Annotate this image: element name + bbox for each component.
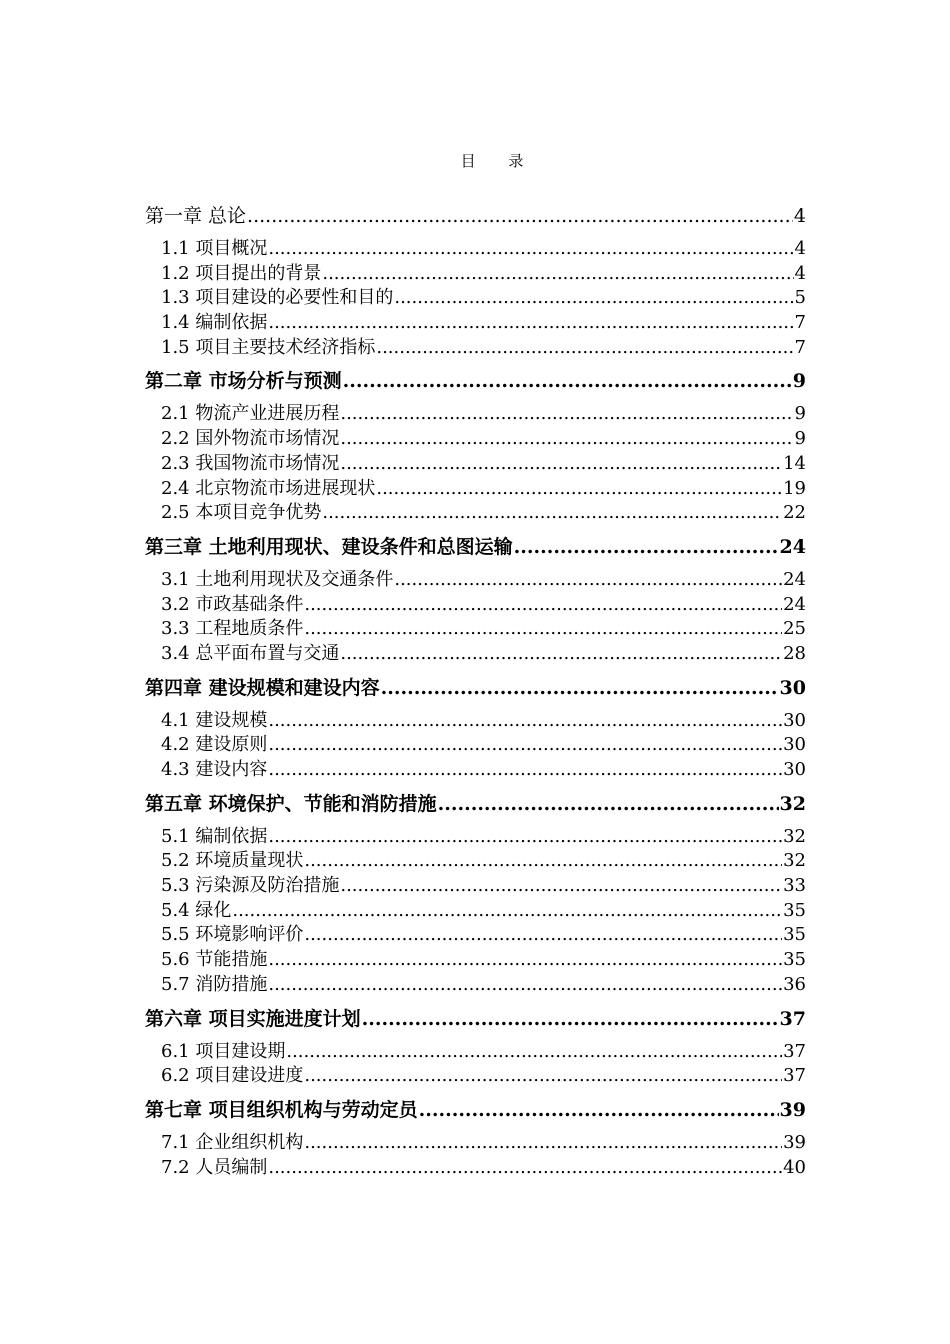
- toc-chapter-page-number: 39: [779, 1098, 806, 1121]
- toc-section-title: 3.2 市政基础条件: [161, 593, 304, 615]
- toc-section-page-number: 5: [794, 287, 806, 309]
- toc-section[interactable]: [145, 262, 806, 287]
- dot-leader: [268, 948, 782, 973]
- dot-leader: [268, 237, 793, 262]
- toc-section[interactable]: [145, 402, 806, 427]
- toc-chapter-title: 第七章 项目组织机构与劳动定员: [145, 1098, 418, 1121]
- dot-leader: [340, 874, 782, 899]
- toc-section-page-number: 30: [783, 734, 806, 756]
- dot-leader: [322, 262, 793, 287]
- toc-chapter[interactable]: [145, 534, 806, 560]
- dot-leader: [268, 758, 782, 783]
- toc-section-page-number: 30: [783, 759, 806, 780]
- toc-section-title: 2.3 我国物流市场情况: [161, 452, 340, 474]
- dot-leader: [514, 534, 779, 560]
- dot-leader: [304, 1064, 782, 1089]
- toc-section-title: 5.5 环境影响评价: [161, 924, 304, 946]
- dot-leader: [286, 1040, 782, 1065]
- toc-section-page-number: 37: [783, 1065, 806, 1087]
- toc-section-page-number: 4: [794, 262, 806, 284]
- dot-leader: [376, 336, 793, 361]
- toc-chapter[interactable]: [145, 675, 806, 701]
- toc-section-title: 1.2 项目提出的背景: [161, 262, 322, 284]
- dot-leader: [268, 825, 782, 850]
- toc-chapter[interactable]: [145, 203, 806, 229]
- toc-section-page-number: 40: [783, 1156, 806, 1178]
- toc-section-title: 5.2 环境质量现状: [161, 850, 304, 872]
- toc-section-page-number: 33: [783, 875, 806, 897]
- toc-section-page-number: 4: [794, 238, 806, 259]
- dot-leader: [232, 899, 782, 924]
- toc-section[interactable]: [145, 336, 806, 361]
- toc-section[interactable]: [145, 758, 806, 783]
- dot-leader: [340, 427, 793, 452]
- toc-section-page-number: 24: [783, 568, 806, 590]
- toc-section-page-number: 36: [783, 973, 806, 995]
- toc-section[interactable]: [145, 311, 806, 336]
- toc-section[interactable]: [145, 948, 806, 973]
- toc-chapter[interactable]: [145, 1006, 806, 1032]
- toc-chapter[interactable]: [145, 791, 806, 817]
- toc-section-title: 7.1 企业组织机构: [161, 1131, 304, 1153]
- toc-section-title: 2.1 物流产业进展历程: [161, 403, 340, 425]
- dot-leader: [381, 675, 779, 701]
- toc-section[interactable]: [145, 427, 806, 452]
- toc-section-title: 1.1 项目概况: [161, 238, 268, 259]
- toc-section[interactable]: [145, 286, 806, 311]
- toc-section[interactable]: [145, 733, 806, 758]
- toc-chapter-page-number: 30: [779, 676, 806, 699]
- dot-leader: [304, 617, 782, 642]
- toc-section[interactable]: [145, 1131, 806, 1156]
- toc-section-page-number: 19: [783, 477, 806, 499]
- toc-section[interactable]: [145, 973, 806, 998]
- toc-section-title: 3.3 工程地质条件: [161, 618, 304, 640]
- toc-section-title: 4.2 建设原则: [161, 734, 268, 756]
- toc-section-page-number: 39: [783, 1131, 806, 1153]
- toc-chapter[interactable]: [145, 368, 806, 394]
- toc-chapter-page-number: 9: [792, 370, 806, 393]
- toc-section[interactable]: [145, 477, 806, 502]
- dot-leader: [343, 368, 792, 394]
- toc-section-page-number: 14: [783, 452, 806, 474]
- toc-chapter-title: 第五章 环境保护、节能和消防措施: [145, 792, 437, 815]
- toc-section-page-number: 7: [794, 312, 806, 334]
- toc-section[interactable]: [145, 709, 806, 734]
- toc-chapter-title: 第一章 总论: [145, 205, 247, 227]
- toc-section-page-number: 9: [794, 403, 806, 425]
- toc-section-title: 5.4 绿化: [161, 899, 232, 921]
- toc-section-title: 2.4 北京物流市场进展现状: [161, 477, 376, 499]
- dot-leader: [304, 849, 782, 874]
- toc-section[interactable]: [145, 825, 806, 850]
- dot-leader: [362, 1006, 779, 1032]
- toc-section-title: 5.1 编制依据: [161, 825, 268, 847]
- toc-section-page-number: 35: [783, 949, 806, 971]
- toc-section-title: 4.3 建设内容: [161, 759, 268, 780]
- toc-section[interactable]: [145, 593, 806, 618]
- dot-leader: [247, 203, 793, 229]
- toc-section-page-number: 28: [783, 642, 806, 664]
- toc-section[interactable]: [145, 642, 806, 667]
- toc-section-page-number: 25: [783, 618, 806, 640]
- toc-section-title: 6.1 项目建设期: [161, 1040, 286, 1062]
- dot-leader: [340, 402, 793, 427]
- dot-leader: [419, 1097, 779, 1123]
- toc-section-page-number: 9: [794, 428, 806, 450]
- toc-section[interactable]: [145, 849, 806, 874]
- toc-section-title: 1.4 编制依据: [161, 312, 268, 334]
- toc-section-page-number: 7: [794, 336, 806, 358]
- toc-section-page-number: 22: [783, 502, 806, 524]
- dot-leader: [340, 642, 782, 667]
- dot-leader: [268, 709, 782, 734]
- dot-leader: [340, 452, 782, 477]
- toc-section-title: 1.3 项目建设的必要性和目的: [161, 287, 394, 309]
- toc-chapter-page-number: 24: [779, 535, 806, 558]
- toc-section-title: 4.1 建设规模: [161, 709, 268, 731]
- toc-section-page-number: 32: [783, 825, 806, 847]
- toc-chapter-title: 第六章 项目实施进度计划: [145, 1007, 361, 1030]
- dot-leader: [438, 791, 779, 817]
- toc-chapter[interactable]: [145, 1097, 806, 1123]
- toc-section-title: 3.4 总平面布置与交通: [161, 642, 340, 664]
- toc-section[interactable]: [145, 923, 806, 948]
- dot-leader: [268, 733, 782, 758]
- toc-section[interactable]: [145, 617, 806, 642]
- toc-section-title: 5.3 污染源及防治措施: [161, 875, 340, 897]
- toc-section-title: 2.5 本项目竞争优势: [161, 502, 322, 524]
- dot-leader: [304, 923, 782, 948]
- dot-leader: [268, 1156, 782, 1181]
- dot-leader: [322, 501, 782, 526]
- toc-chapter-title: 第二章 市场分析与预测: [145, 370, 342, 393]
- toc-section-title: 1.5 项目主要技术经济指标: [161, 336, 376, 358]
- toc-section-title: 7.2 人员编制: [161, 1156, 268, 1178]
- dot-leader: [268, 973, 782, 998]
- toc-section-page-number: 30: [783, 709, 806, 731]
- toc-chapter-title: 第三章 土地利用现状、建设条件和总图运输: [145, 535, 513, 558]
- dot-leader: [394, 568, 782, 593]
- toc-chapter-page-number: 4: [793, 205, 806, 227]
- toc-section-title: 3.1 土地利用现状及交通条件: [161, 568, 394, 590]
- toc-section[interactable]: [145, 568, 806, 593]
- dot-leader: [376, 477, 782, 502]
- dot-leader: [394, 286, 793, 311]
- table-of-contents: [145, 203, 806, 1180]
- dot-leader: [304, 1131, 782, 1156]
- toc-section[interactable]: [145, 1156, 806, 1181]
- toc-section-page-number: 32: [783, 850, 806, 872]
- toc-section-title: 2.2 国外物流市场情况: [161, 428, 340, 450]
- toc-section-page-number: 35: [783, 899, 806, 921]
- toc-section[interactable]: [145, 1040, 806, 1065]
- toc-chapter-page-number: 32: [779, 792, 806, 815]
- toc-section[interactable]: [145, 874, 806, 899]
- dot-leader: [304, 593, 782, 618]
- toc-section[interactable]: [145, 452, 806, 477]
- toc-section[interactable]: [145, 1064, 806, 1089]
- toc-section-page-number: 35: [783, 924, 806, 946]
- toc-section-page-number: 37: [783, 1040, 806, 1062]
- toc-chapter-title: 第四章 建设规模和建设内容: [145, 676, 380, 699]
- toc-section-title: 5.6 节能措施: [161, 949, 268, 971]
- toc-chapter-page-number: 37: [779, 1007, 806, 1030]
- page-title: 目 录: [460, 152, 538, 170]
- toc-section[interactable]: [145, 899, 806, 924]
- toc-section-title: 6.2 项目建设进度: [161, 1065, 304, 1087]
- toc-section[interactable]: [145, 237, 806, 262]
- dot-leader: [268, 311, 793, 336]
- toc-section-page-number: 24: [783, 593, 806, 615]
- toc-section[interactable]: [145, 501, 806, 526]
- toc-section-title: 5.7 消防措施: [161, 973, 268, 995]
